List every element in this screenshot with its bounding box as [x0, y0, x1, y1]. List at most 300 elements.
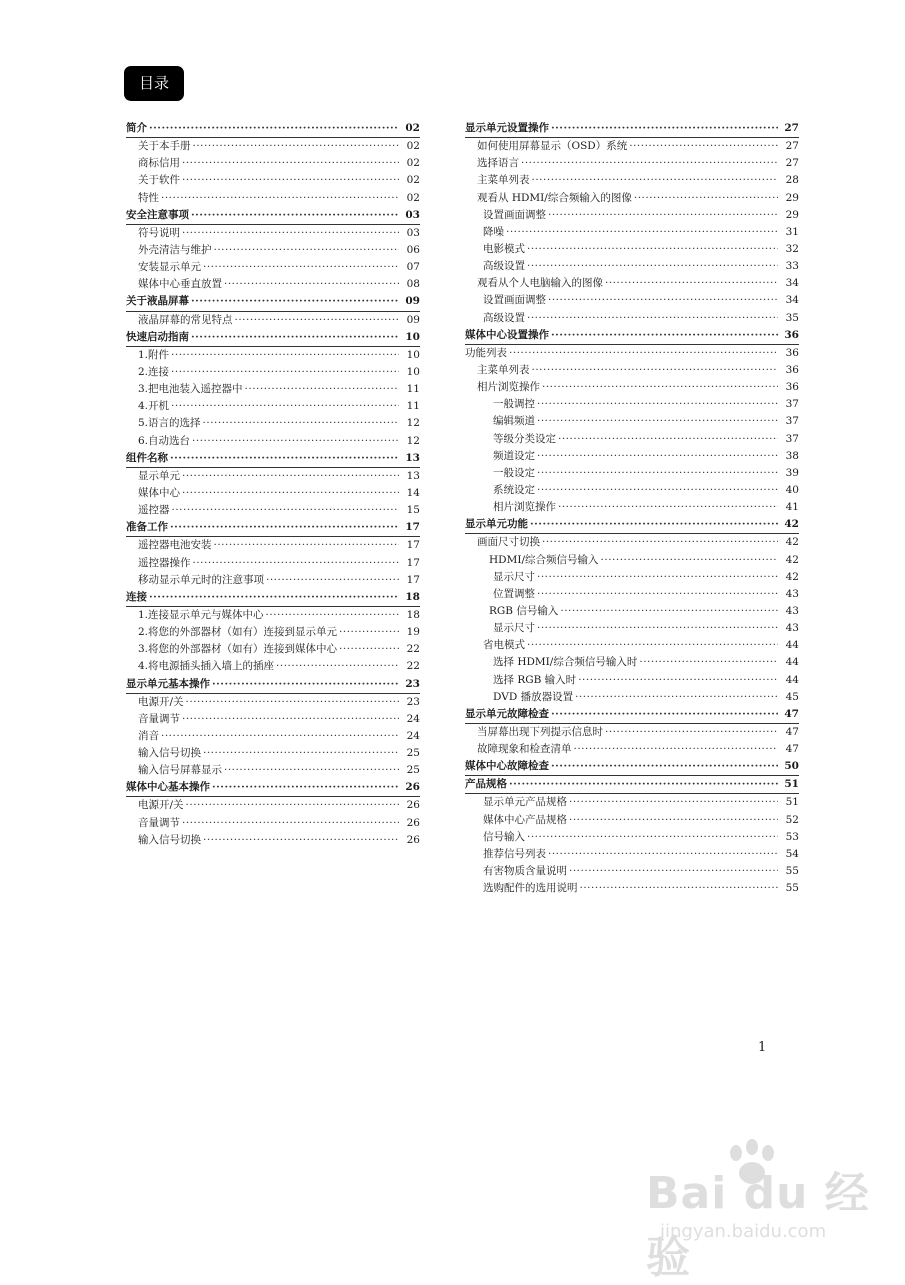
toc-entry-row: [465, 138, 799, 155]
toc-entry-row: [465, 207, 799, 224]
toc-entry-label: 输入信号切换: [138, 747, 201, 760]
toc-leader-dots: [551, 758, 778, 775]
toc-leader-dots: [551, 120, 778, 137]
toc-entry-label: 一般设定: [493, 466, 535, 479]
toc-page-number: 27: [785, 157, 799, 170]
toc-leader-dots: [182, 815, 399, 832]
toc-leader-dots: [170, 450, 399, 467]
toc-leader-dots: [149, 589, 399, 606]
toc-page-number: 44: [785, 639, 799, 652]
toc-section-row: [126, 450, 420, 468]
toc-entry-row: [465, 172, 799, 189]
toc-leader-dots: [191, 293, 399, 310]
toc-page-number: 42: [785, 553, 799, 566]
toc-leader-dots: [182, 711, 399, 728]
toc-entry-label: 符号说明: [138, 226, 180, 239]
toc-leader-dots: [629, 138, 778, 155]
baidu-jingyan-watermark: [640, 1135, 870, 1283]
toc-page-number: 34: [785, 277, 799, 290]
toc-entry-row: [465, 155, 799, 172]
toc-entry-label: 4.将电源插头插入墙上的插座: [138, 660, 275, 673]
page-number: 1: [758, 1040, 767, 1055]
toc-page-number: 03: [406, 226, 420, 239]
toc-entry-row: [465, 396, 799, 413]
toc-entry-label: 商标信用: [138, 157, 180, 170]
toc-entry-row: [126, 555, 420, 572]
toc-entry-label: 外壳清洁与维护: [138, 243, 212, 256]
toc-entry-row: [126, 485, 420, 502]
toc-entry-row: [465, 672, 799, 689]
toc-leader-dots: [601, 552, 778, 569]
toc-entry-label: 观看从 HDMI/综合频输入的图像: [477, 191, 632, 204]
toc-entry-row: [126, 398, 420, 415]
toc-leader-dots: [551, 706, 778, 723]
toc-page-number: 44: [785, 673, 799, 686]
toc-page-number: 36: [785, 346, 799, 359]
toc-entry-row: [126, 537, 420, 554]
toc-entry-label: 观看从个人电脑输入的图像: [477, 277, 603, 290]
toc-entry-label: 3.将您的外部器材（如有）连接到媒体中心: [138, 643, 338, 656]
toc-entry-label: 音量调节: [138, 816, 180, 829]
toc-entry-label: 5.语言的选择: [138, 417, 201, 430]
toc-page-number: 34: [785, 294, 799, 307]
toc-entry-row: [465, 863, 799, 880]
toc-leader-dots: [266, 572, 399, 589]
toc-page-number: 25: [406, 764, 420, 777]
toc-leader-dots: [182, 485, 399, 502]
toc-page-number: 12: [406, 417, 420, 430]
toc-section-row: [126, 120, 420, 138]
toc-leader-dots: [527, 241, 778, 258]
toc-entry-row: [465, 224, 799, 241]
toc-page-number: 37: [785, 398, 799, 411]
toc-section-row: [126, 329, 420, 347]
toc-leader-dots: [548, 207, 778, 224]
toc-entry-row: [465, 654, 799, 671]
toc-leader-dots: [214, 537, 400, 554]
toc-section-row: [126, 207, 420, 225]
toc-entry-label: 产品规格: [465, 778, 507, 791]
toc-entry-label: 关于软件: [138, 174, 180, 187]
toc-entry-label: 关于本手册: [138, 140, 191, 153]
toc-section-row: [465, 706, 799, 724]
toc-leader-dots: [569, 812, 778, 829]
toc-page-number: 53: [785, 830, 799, 843]
toc-entry-row: [465, 413, 799, 430]
toc-page-number: 08: [406, 278, 420, 291]
toc-entry-label: 显示尺寸: [493, 570, 535, 583]
toc-page-number: 09: [406, 313, 420, 326]
toc-entry-label: 显示尺寸: [493, 622, 535, 635]
toc-entry-row: [465, 190, 799, 207]
toc-left-column: [126, 120, 420, 849]
toc-leader-dots: [537, 586, 778, 603]
toc-leader-dots: [193, 555, 400, 572]
toc-page-number: 12: [406, 434, 420, 447]
toc-entry-row: [465, 345, 799, 362]
toc-entry-row: [126, 468, 420, 485]
toc-leader-dots: [548, 292, 778, 309]
toc-leader-dots: [558, 499, 778, 516]
toc-entry-row: [465, 292, 799, 309]
toc-entry-row: [465, 241, 799, 258]
toc-page-number: 02: [406, 140, 420, 153]
toc-leader-dots: [203, 415, 399, 432]
toc-entry-label: 电源开/关: [138, 799, 184, 812]
toc-page-number: 44: [785, 656, 799, 669]
toc-page-number: 27: [785, 140, 799, 153]
toc-entry-label: 设置画面调整: [483, 294, 546, 307]
toc-page-number: 07: [406, 261, 420, 274]
toc-entry-row: [126, 762, 420, 779]
toc-leader-dots: [551, 327, 778, 344]
toc-entry-row: [126, 172, 420, 189]
toc-entry-row: [126, 364, 420, 381]
toc-page-number: 31: [785, 225, 799, 238]
toc-entry-row: [465, 310, 799, 327]
toc-entry-row: [465, 724, 799, 741]
toc-entry-row: [465, 379, 799, 396]
toc-entry-label: DVD 播放器设置: [493, 690, 574, 703]
toc-leader-dots: [186, 797, 399, 814]
toc-leader-dots: [574, 741, 779, 758]
toc-entry-label: 液晶屏幕的常见特点: [138, 313, 233, 326]
toc-entry-row: [465, 569, 799, 586]
watermark-logo-text: Bai du 经验: [646, 1168, 870, 1283]
toc-leader-dots: [575, 689, 778, 706]
toc-leader-dots: [537, 396, 778, 413]
toc-entry-row: [126, 607, 420, 624]
toc-leader-dots: [203, 259, 399, 276]
toc-page-number: 22: [406, 660, 420, 673]
toc-leader-dots: [537, 465, 778, 482]
toc-page-number: 18: [406, 608, 420, 621]
toc-page-number: 11: [406, 383, 420, 396]
toc-entry-row: [126, 658, 420, 675]
toc-entry-row: [465, 620, 799, 637]
toc-page-number: 51: [784, 778, 799, 791]
toc-entry-label: RGB 信号输入: [489, 604, 559, 617]
toc-section-row: [126, 589, 420, 607]
toc-entry-label: 关于液晶屏幕: [126, 295, 189, 308]
toc-entry-label: 故障现象和检查清单: [477, 743, 572, 756]
toc-entry-label: 电源开/关: [138, 695, 184, 708]
toc-leader-dots: [537, 620, 778, 637]
toc-entry-row: [465, 637, 799, 654]
toc-entry-label: 编辑频道: [493, 415, 535, 428]
toc-leader-dots: [521, 155, 778, 172]
toc-entry-label: 如何使用屏幕显示（OSD）系统: [477, 140, 628, 153]
toc-entry-row: [126, 242, 420, 259]
toc-page-number: 55: [785, 882, 799, 895]
toc-entry-row: [126, 572, 420, 589]
toc-leader-dots: [639, 654, 778, 671]
toc-entry-label: 媒体中心: [138, 486, 180, 499]
toc-leader-dots: [569, 863, 778, 880]
toc-entry-label: 选择 RGB 输入时: [493, 673, 577, 686]
toc-entry-label: 降噪: [483, 225, 504, 238]
toc-page-number: 26: [406, 816, 420, 829]
toc-leader-dots: [532, 362, 779, 379]
toc-leader-dots: [161, 728, 399, 745]
toc-leader-dots: [212, 676, 399, 693]
toc-leader-dots: [170, 519, 399, 536]
toc-leader-dots: [578, 672, 778, 689]
toc-leader-dots: [266, 607, 399, 624]
toc-entry-label: 相片浏览操作: [477, 381, 540, 394]
toc-entry-row: [465, 829, 799, 846]
toc-leader-dots: [605, 275, 778, 292]
toc-entry-label: 显示单元故障检查: [465, 707, 549, 720]
toc-leader-dots: [182, 468, 399, 485]
toc-page-number: 22: [406, 643, 420, 656]
toc-entry-label: 省电模式: [483, 639, 525, 652]
toc-entry-label: 遥控器操作: [138, 556, 191, 569]
toc-entry-label: 主菜单列表: [477, 174, 530, 187]
toc-leader-dots: [171, 364, 399, 381]
toc-page-number: 41: [785, 501, 799, 514]
toc-entry-row: [126, 312, 420, 329]
toc-page-number: 35: [785, 311, 799, 324]
toc-entry-label: 相片浏览操作: [493, 501, 556, 514]
toc-entry-label: 有害物质含量说明: [483, 865, 567, 878]
toc-leader-dots: [182, 225, 399, 242]
toc-entry-row: [126, 225, 420, 242]
toc-entry-row: [126, 745, 420, 762]
toc-page-number: 47: [785, 725, 799, 738]
toc-entry-label: 电影模式: [483, 242, 525, 255]
toc-entry-label: 2.将您的外部器材（如有）连接到显示单元: [138, 626, 338, 639]
toc-page-number: 29: [785, 208, 799, 221]
toc-entry-label: 遥控器电池安装: [138, 539, 212, 552]
toc-entry-label: 位置调整: [493, 587, 535, 600]
toc-entry-label: 主菜单列表: [477, 363, 530, 376]
toc-leader-dots: [558, 431, 778, 448]
toc-entry-row: [126, 694, 420, 711]
toc-entry-label: 选择语言: [477, 157, 519, 170]
toc-page-number: 10: [406, 365, 420, 378]
toc-section-row: [126, 519, 420, 537]
toc-entry-label: 信号输入: [483, 830, 525, 843]
toc-page-number: 28: [785, 174, 799, 187]
toc-entry-row: [126, 276, 420, 293]
toc-leader-dots: [634, 190, 778, 207]
toc-leader-dots: [560, 603, 778, 620]
toc-leader-dots: [548, 846, 778, 863]
toc-page-number: 54: [785, 847, 799, 860]
toc-page-number: 02: [406, 157, 420, 170]
toc-section-row: [465, 516, 799, 534]
toc-entry-label: 准备工作: [126, 521, 168, 534]
toc-page-number: 10: [406, 348, 420, 361]
toc-section-row: [465, 120, 799, 138]
toc-entry-row: [465, 846, 799, 863]
toc-page-number: 50: [784, 760, 799, 773]
toc-leader-dots: [212, 779, 399, 796]
toc-entry-row: [126, 624, 420, 641]
toc-entry-label: 媒体中心垂直放置: [138, 278, 222, 291]
toc-leader-dots: [193, 138, 400, 155]
toc-leader-dots: [203, 832, 399, 849]
toc-entry-row: [465, 880, 799, 897]
toc-page-number: 36: [785, 363, 799, 376]
toc-page-number: 17: [406, 573, 420, 586]
toc-entry-label: 当屏幕出现下列提示信息时: [477, 725, 603, 738]
toc-entry-row: [465, 812, 799, 829]
toc-leader-dots: [191, 329, 399, 346]
toc-leader-dots: [537, 448, 778, 465]
toc-leader-dots: [580, 880, 779, 897]
toc-entry-label: 媒体中心基本操作: [126, 781, 210, 794]
toc-entry-label: 3.把电池装入遥控器中: [138, 383, 243, 396]
toc-leader-dots: [182, 172, 399, 189]
toc-entry-label: 系统设定: [493, 483, 535, 496]
toc-entry-label: HDMI/综合频信号输入: [489, 553, 599, 566]
toc-page-number: 29: [785, 191, 799, 204]
toc-entry-label: 输入信号切换: [138, 833, 201, 846]
toc-leader-dots: [506, 224, 778, 241]
toc-page-number: 09: [405, 295, 420, 308]
toc-page-number: 38: [785, 449, 799, 462]
toc-page-number: 15: [406, 504, 420, 517]
toc-leader-dots: [149, 120, 399, 137]
toc-page-number: 25: [406, 747, 420, 760]
toc-entry-label: 特性: [138, 191, 159, 204]
toc-page-number: 02: [406, 191, 420, 204]
toc-entry-row: [126, 190, 420, 207]
toc-section-row: [126, 676, 420, 694]
toc-entry-label: 显示单元基本操作: [126, 677, 210, 690]
toc-entry-row: [126, 641, 420, 658]
toc-leader-dots: [339, 624, 399, 641]
toc-entry-label: 设置画面调整: [483, 208, 546, 221]
toc-leader-dots: [276, 658, 399, 675]
toc-section-row: [465, 327, 799, 345]
toc-leader-dots: [537, 482, 778, 499]
toc-page-number: 40: [785, 483, 799, 496]
toc-page-number: 42: [784, 518, 799, 531]
toc-entry-label: 频道设定: [493, 449, 535, 462]
toc-page-number: 37: [785, 432, 799, 445]
toc-leader-dots: [509, 776, 778, 793]
toc-leader-dots: [245, 381, 399, 398]
toc-entry-label: 功能列表: [465, 346, 507, 359]
toc-leader-dots: [542, 534, 778, 551]
toc-entry-row: [126, 433, 420, 450]
toc-section-row: [465, 776, 799, 794]
toc-entry-row: [126, 415, 420, 432]
toc-page-number: 52: [785, 813, 799, 826]
toc-page-number: 23: [406, 695, 420, 708]
toc-entry-row: [465, 465, 799, 482]
toc-page-number: 39: [785, 466, 799, 479]
toc-leader-dots: [605, 724, 778, 741]
toc-entry-label: 推荐信号列表: [483, 847, 546, 860]
toc-leader-dots: [224, 276, 399, 293]
toc-leader-dots: [203, 745, 399, 762]
toc-leader-dots: [569, 794, 778, 811]
toc-page-number: 06: [406, 243, 420, 256]
toc-leader-dots: [171, 398, 399, 415]
toc-entry-row: [465, 552, 799, 569]
toc-entry-row: [465, 534, 799, 551]
toc-page-number: 27: [784, 122, 799, 134]
toc-entry-row: [465, 603, 799, 620]
toc-page-number: 13: [406, 469, 420, 482]
toc-page-number: 02: [405, 122, 420, 134]
toc-entry-label: 安装显示单元: [138, 261, 201, 274]
toc-page-number: 32: [785, 242, 799, 255]
toc-entry-label: 消音: [138, 729, 159, 742]
toc-leader-dots: [172, 502, 400, 519]
toc-right-column: [465, 120, 799, 897]
toc-page-number: 14: [406, 486, 420, 499]
toc-entry-row: [126, 381, 420, 398]
toc-entry-row: [126, 347, 420, 364]
toc-page-number: 45: [785, 690, 799, 703]
toc-entry-label: 6.自动选台: [138, 434, 191, 447]
toc-page-number: 23: [405, 677, 420, 690]
toc-entry-row: [126, 711, 420, 728]
toc-page-number: 26: [406, 799, 420, 812]
toc-entry-row: [465, 448, 799, 465]
toc-leader-dots: [527, 310, 778, 327]
toc-entry-label: 音量调节: [138, 712, 180, 725]
toc-entry-label: 显示单元设置操作: [465, 122, 549, 134]
toc-entry-row: [126, 138, 420, 155]
toc-page-number: 43: [785, 622, 799, 635]
toc-page-number: 55: [785, 865, 799, 878]
toc-leader-dots: [542, 379, 778, 396]
toc-leader-dots: [527, 637, 778, 654]
toc-entry-row: [126, 502, 420, 519]
toc-entry-row: [465, 362, 799, 379]
toc-entry-label: 4.开机: [138, 400, 170, 413]
toc-entry-label: 输入信号屏幕显示: [138, 764, 222, 777]
toc-leader-dots: [537, 413, 778, 430]
toc-entry-row: [126, 259, 420, 276]
toc-leader-dots: [192, 433, 399, 450]
toc-leader-dots: [161, 190, 399, 207]
toc-leader-dots: [509, 345, 778, 362]
toc-entry-label: 1.连接显示单元与媒体中心: [138, 608, 264, 621]
toc-page-number: 17: [406, 556, 420, 569]
toc-page-number: 24: [406, 729, 420, 742]
toc-page-number: 43: [785, 587, 799, 600]
toc-leader-dots: [171, 347, 399, 364]
toc-title: 目录: [124, 66, 184, 101]
toc-page-number: 36: [784, 328, 799, 341]
toc-entry-row: [126, 728, 420, 745]
toc-entry-row: [465, 586, 799, 603]
toc-entry-label: 显示单元功能: [465, 518, 528, 531]
toc-entry-label: 等级分类设定: [493, 432, 556, 445]
toc-entry-row: [465, 741, 799, 758]
toc-leader-dots: [530, 516, 778, 533]
toc-leader-dots: [224, 762, 399, 779]
toc-entry-label: 连接: [126, 590, 147, 603]
toc-entry-label: 简介: [126, 122, 147, 134]
toc-leader-dots: [527, 258, 778, 275]
toc-page-number: 47: [785, 743, 799, 756]
watermark-url: jingyan.baidu.com: [660, 1221, 827, 1242]
toc-entry-label: 选择 HDMI/综合频信号输入时: [493, 656, 638, 669]
toc-entry-row: [465, 431, 799, 448]
toc-entry-label: 遥控器: [138, 504, 170, 517]
toc-entry-row: [465, 794, 799, 811]
toc-entry-label: 移动显示单元时的注意事项: [138, 573, 264, 586]
toc-entry-label: 1.附件: [138, 348, 170, 361]
